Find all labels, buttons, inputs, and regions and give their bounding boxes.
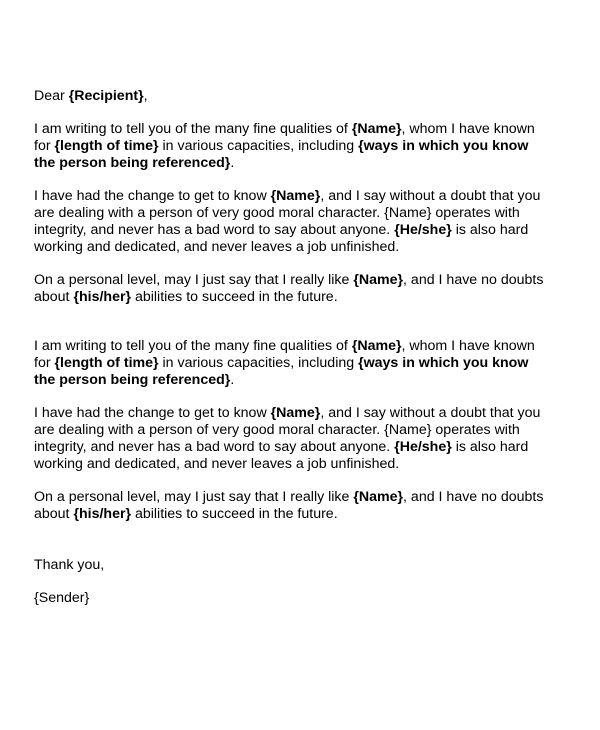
paragraph-character — [34, 405, 574, 473]
recipient-placeholder: {Recipient} — [68, 88, 144, 104]
name-placeholder: {Name} — [353, 272, 404, 288]
text-line: are dealing with a person of very good moral character. {Name} operates with — [34, 205, 520, 221]
ways-placeholder: the person being referenced} — [34, 372, 231, 388]
signature: {Sender} — [34, 590, 90, 606]
text-line: about {his/her} abilities to succeed in the future. — [34, 289, 338, 305]
pronoun-placeholder: {his/her} — [73, 506, 132, 522]
closing: Thank you, — [34, 557, 105, 573]
name-placeholder: {Name} — [351, 338, 402, 354]
text-line: I have had the change to get to know {Name}, and I say without a doubt that you — [34, 188, 541, 204]
text-line: I have had the change to get to know {Name}, and I say without a doubt that you — [34, 405, 541, 421]
salutation-text: Dear — [34, 88, 69, 104]
text-line: On a personal level, may I just say that I really like {Name}, and I have no doubts — [34, 272, 544, 288]
text-line: are dealing with a person of very good moral character. {Name} operates with — [34, 422, 520, 438]
text-line: about {his/her} abilities to succeed in the future. — [34, 506, 338, 522]
text-line: integrity, and never has a bad word to say about anyone. {He/she} is also hard — [34, 439, 529, 455]
name-placeholder: {Name} — [270, 188, 321, 204]
ways-placeholder: {ways in which you know — [358, 355, 529, 371]
text-line: I am writing to tell you of the many fine qualities of {Name}, whom I have known — [34, 338, 535, 354]
text-line: working and dedicated, and never leaves a job unfinished. — [34, 239, 400, 255]
pronoun-placeholder: {his/her} — [73, 289, 132, 305]
name-placeholder: {Name} — [353, 489, 404, 505]
name-placeholder: {Name} — [270, 405, 321, 421]
length-of-time-placeholder: {length of time} — [54, 138, 159, 154]
salutation — [34, 88, 574, 105]
paragraph-personal — [34, 489, 574, 523]
ways-placeholder: the person being referenced} — [34, 155, 231, 171]
text-line: I am writing to tell you of the many fine qualities of {Name}, whom I have known — [34, 121, 535, 137]
text-line: working and dedicated, and never leaves a job unfinished. — [34, 456, 400, 472]
text-line: for {length of time} in various capacities, including {ways in which you know — [34, 138, 529, 154]
paragraph-personal — [34, 272, 574, 306]
paragraph-introduction — [34, 338, 574, 389]
text-line: On a personal level, may I just say that I really like {Name}, and I have no doubts — [34, 489, 544, 505]
salutation-comma: , — [143, 88, 148, 104]
ways-placeholder: {ways in which you know — [358, 138, 529, 154]
paragraph-introduction — [34, 121, 574, 172]
paragraph-character — [34, 188, 574, 256]
text-line: the person being referenced}. — [34, 155, 235, 171]
name-placeholder: {Name} — [351, 121, 402, 137]
letter-body — [34, 88, 574, 607]
pronoun-placeholder: {He/she} — [394, 439, 452, 455]
length-of-time-placeholder: {length of time} — [54, 355, 159, 371]
text-line: for {length of time} in various capacities, including {ways in which you know — [34, 355, 529, 371]
text-line: integrity, and never has a bad word to say about anyone. {He/she} is also hard — [34, 222, 529, 238]
pronoun-placeholder: {He/she} — [394, 222, 452, 238]
text-line: the person being referenced}. — [34, 372, 235, 388]
